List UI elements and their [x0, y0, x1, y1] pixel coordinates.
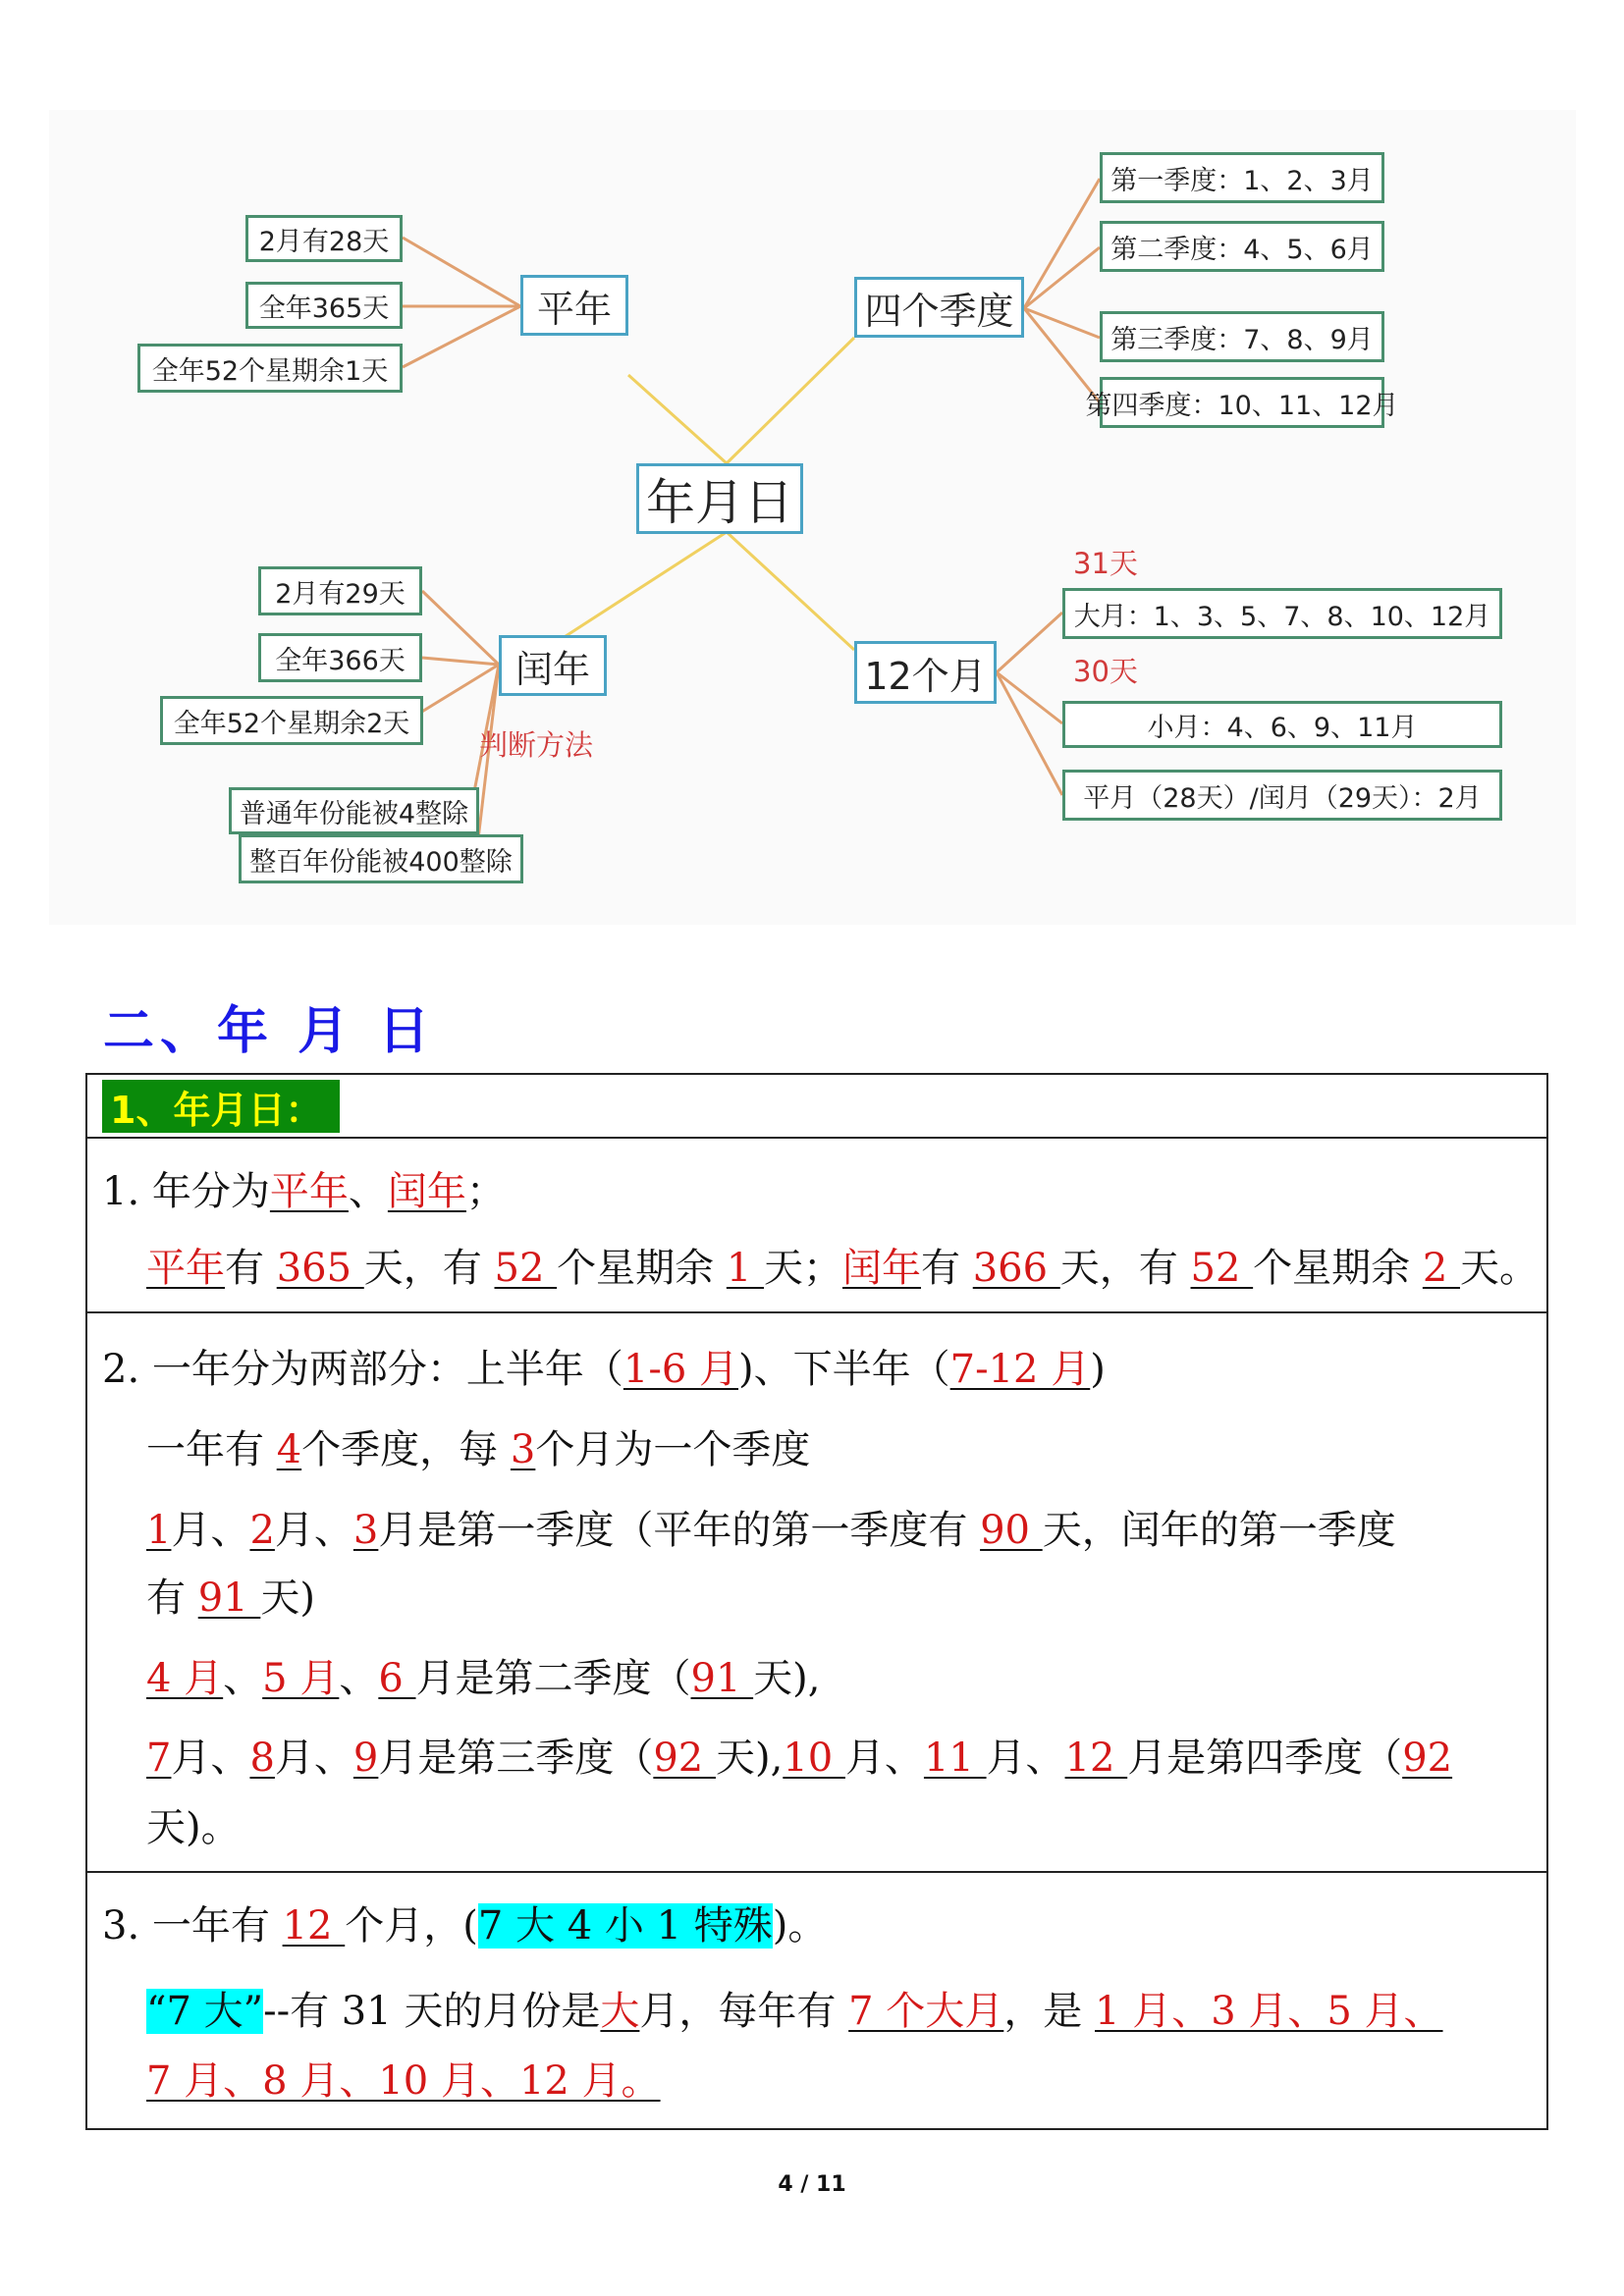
- leaf-pingnian-1: 2月有28天: [245, 215, 403, 262]
- item1-line2: 平年有 365 天，有 52 个星期余 1 天；闰年有 366 天，有 52 个星期余 2 天。: [146, 1246, 1540, 1291]
- item2-line5: 4 月、5 月、6 月是第二季度（91 天),: [146, 1656, 821, 1701]
- item2-line3: 1月、2月、3月是第一季度（平年的第一季度有 90 天，闰年的第一季度: [146, 1508, 1396, 1553]
- leaf-jidu-1: 第一季度：1、2、3月: [1100, 152, 1384, 203]
- leaf-runnian-1: 2月有29天: [258, 566, 422, 615]
- connector-center-jidu: [727, 338, 854, 463]
- leaf-runnian-method-1: 普通年份能被4整除: [229, 787, 479, 834]
- leaf-yue-small: 小月：4、6、9、11月: [1062, 701, 1502, 748]
- yue-small-days-label: 30天: [1073, 655, 1138, 688]
- leaf-runnian-2: 全年366天: [258, 633, 422, 682]
- table-header: 1、年月日：: [102, 1080, 340, 1133]
- item3-line2: “7 大”--有 31 天的月份是大月，每年有 7 个大月，是 1 月、3 月、5 月、: [146, 1989, 1443, 2034]
- leaf-pingnian-2: 全年365天: [245, 282, 403, 329]
- mindmap-center: 年月日: [636, 463, 803, 534]
- connector-center-runnian: [560, 532, 727, 640]
- hub-yue: 12个月: [854, 641, 997, 704]
- connector-center-pingnian: [628, 375, 727, 463]
- item2-line1: 2. 一年分为两部分：上半年（1-6 月)、下半年（7-12 月): [102, 1347, 1106, 1392]
- highlight-7da: “7 大”: [146, 1989, 264, 2034]
- table-row: [87, 1311, 1546, 1871]
- page-number: 4 / 11: [778, 2172, 846, 2197]
- item2-line6: 7月、8月、9月是第三季度（92 天),10 月、11 月、12 月是第四季度（92: [146, 1735, 1453, 1781]
- leaf-jidu-2: 第二季度：4、5、6月: [1100, 221, 1384, 272]
- yue-big-days-label: 31天: [1073, 547, 1138, 580]
- section-heading: 二、年 月 日: [103, 1002, 436, 1061]
- leaf-jidu-4: 第四季度：10、11、12月: [1100, 377, 1384, 428]
- item3-line1: 3. 一年有 12 个月，(7 大 4 小 1 特殊)。: [102, 1903, 828, 1949]
- table-row: [87, 1871, 1546, 2130]
- hub-runnian: 闰年: [499, 635, 607, 696]
- leaf-runnian-method-2: 整百年份能被400整除: [239, 834, 523, 883]
- item1-line1: 1. 年分为平年、闰年；: [102, 1169, 506, 1214]
- leaf-yue-big: 大月：1、3、5、7、8、10、12月: [1062, 588, 1502, 639]
- leaf-jidu-3: 第三季度：7、8、9月: [1100, 311, 1384, 362]
- mind-map: [49, 110, 1576, 925]
- table-row: [87, 1137, 1546, 1311]
- leaf-runnian-3: 全年52个星期余2天: [160, 696, 423, 745]
- highlight-7da4xiao: 7 大 4 小 1 特殊: [477, 1903, 773, 1949]
- connector-center-yue: [727, 532, 854, 650]
- item2-line4: 有 91 天): [146, 1575, 315, 1621]
- leaf-yue-flat: 平月（28天）/闰月（29天）：2月: [1062, 770, 1502, 821]
- hub-jidu: 四个季度: [854, 277, 1024, 338]
- item2-line2: 一年有 4个季度，每 3个月为一个季度: [146, 1427, 811, 1472]
- item3-line3: 7 月、8 月、10 月、12 月。: [146, 2058, 661, 2104]
- item2-line7: 天)。: [146, 1805, 241, 1850]
- leaf-pingnian-3: 全年52个星期余1天: [137, 344, 403, 393]
- runnian-method-label: 判断方法: [479, 728, 594, 762]
- hub-pingnian: 平年: [520, 275, 628, 336]
- content-table: [85, 1073, 1548, 2130]
